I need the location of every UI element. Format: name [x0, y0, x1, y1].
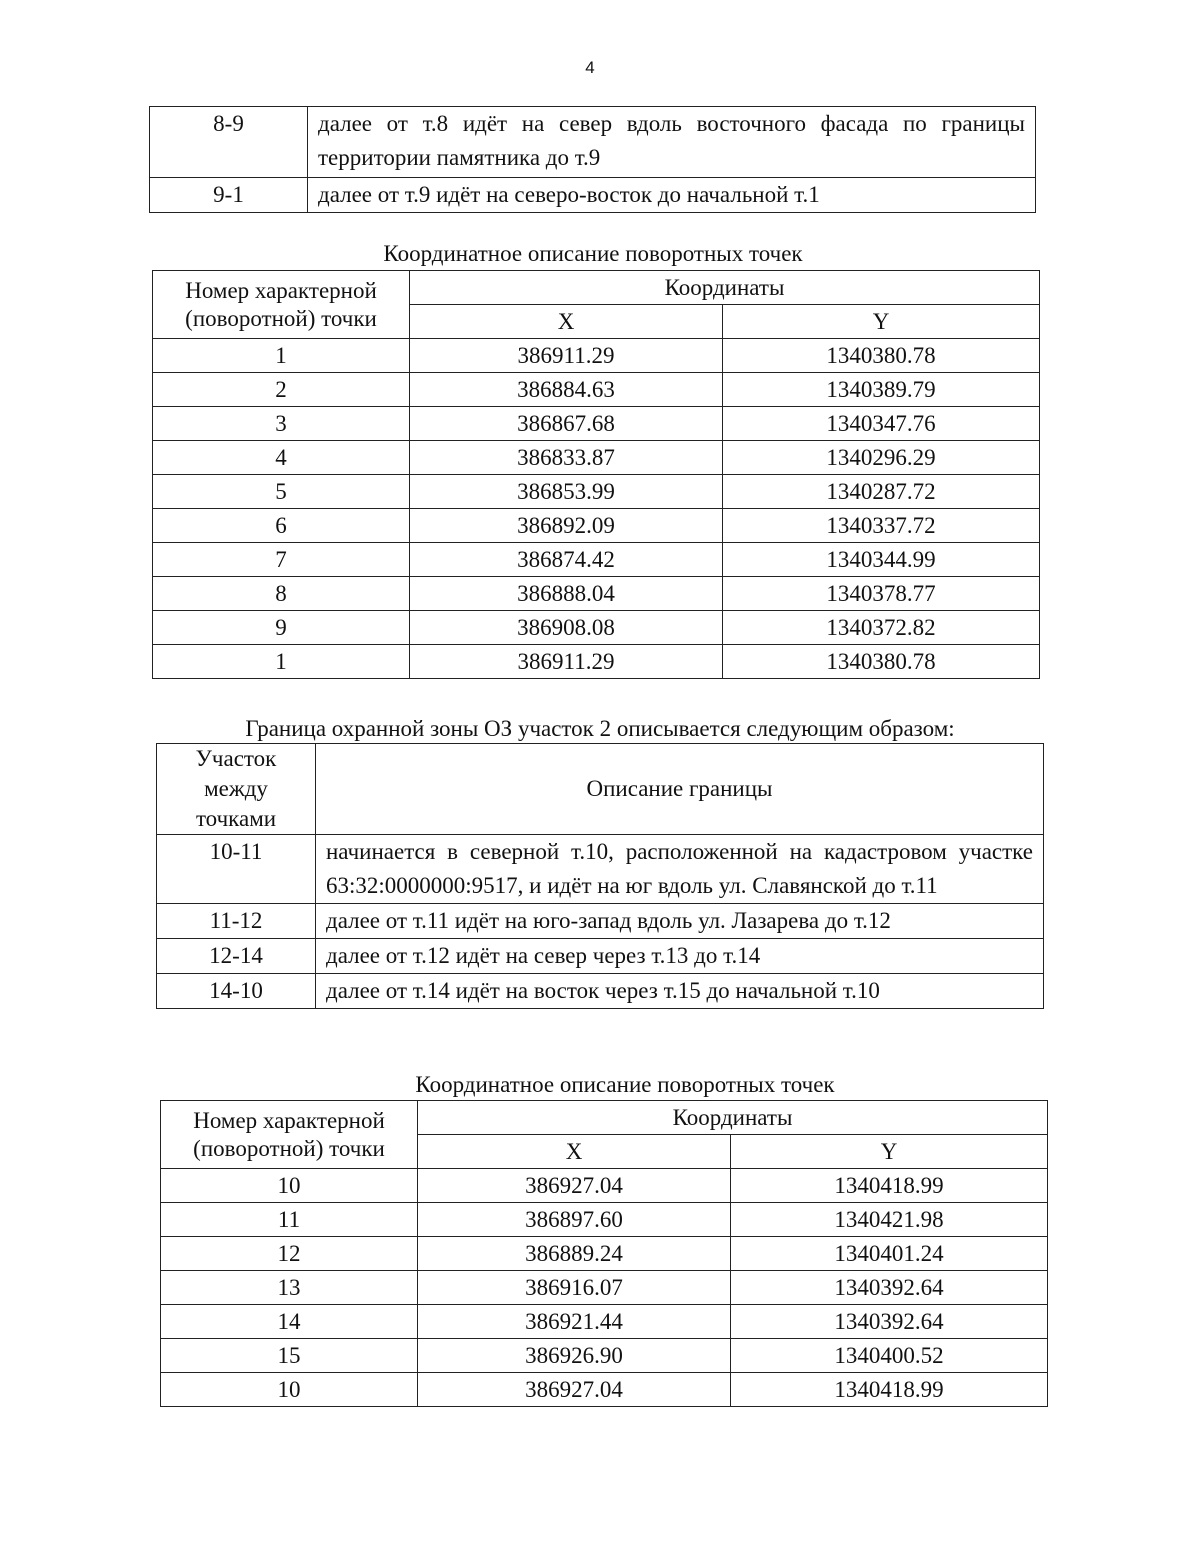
y-coordinate-cell: 1340389.79 — [723, 373, 1040, 407]
x-coordinate-cell: 386892.09 — [410, 509, 723, 543]
table-row — [153, 611, 1040, 645]
table-row — [161, 1373, 1048, 1407]
point-number-cell: 4 — [153, 441, 410, 475]
x-coordinate-cell: 386853.99 — [410, 475, 723, 509]
point-number-cell: 10 — [161, 1373, 418, 1407]
point-number-cell: 9 — [153, 611, 410, 645]
section2-heading: Граница охранной зоны ОЗ участок 2 описывается следующим образом: — [245, 716, 955, 741]
table-row — [157, 835, 1044, 904]
table-row — [153, 373, 1040, 407]
y-coordinate-cell: 1340380.78 — [723, 645, 1040, 679]
description-cell: далее от т.9 идёт на северо-восток до начальной т.1 — [308, 178, 1036, 213]
table-row — [161, 1339, 1048, 1373]
description-cell: далее от т.14 идёт на восток через т.15 до начальной т.10 — [316, 974, 1044, 1009]
y-coordinate-cell: 1340378.77 — [723, 577, 1040, 611]
point-number-cell: 13 — [161, 1271, 418, 1305]
point-number-cell: 1 — [153, 645, 410, 679]
x-coordinate-cell: 386884.63 — [410, 373, 723, 407]
point-number-cell: 12 — [161, 1237, 418, 1271]
y-header: Y — [723, 305, 1040, 339]
segment-cell: 9-1 — [150, 178, 308, 213]
table-row — [153, 475, 1040, 509]
point-number-cell: 5 — [153, 475, 410, 509]
x-header: X — [418, 1135, 731, 1169]
x-coordinate-cell: 386911.29 — [410, 645, 723, 679]
y-coordinate-cell: 1340287.72 — [723, 475, 1040, 509]
x-coordinate-cell: 386926.90 — [418, 1339, 731, 1373]
y-coordinate-cell: 1340401.24 — [731, 1237, 1048, 1271]
coordinates-header: Координаты — [418, 1101, 1048, 1135]
segment-cell: 11-12 — [157, 904, 316, 939]
boundary-table-2 — [156, 743, 1044, 1009]
y-coordinate-cell: 1340344.99 — [723, 543, 1040, 577]
y-coordinate-cell: 1340372.82 — [723, 611, 1040, 645]
y-coordinate-cell: 1340400.52 — [731, 1339, 1048, 1373]
coordinates-table-1 — [152, 270, 1040, 679]
y-coordinate-cell: 1340380.78 — [723, 339, 1040, 373]
table-row — [161, 1271, 1048, 1305]
y-coordinate-cell: 1340347.76 — [723, 407, 1040, 441]
table-row — [161, 1203, 1048, 1237]
point-number-cell: 11 — [161, 1203, 418, 1237]
table-row — [153, 645, 1040, 679]
x-coordinate-cell: 386927.04 — [418, 1169, 731, 1203]
segment-cell: 8-9 — [150, 107, 308, 178]
table-row — [153, 509, 1040, 543]
table-row — [153, 577, 1040, 611]
table-row — [157, 974, 1044, 1009]
table-row — [157, 904, 1044, 939]
y-coordinate-cell: 1340418.99 — [731, 1373, 1048, 1407]
point-number-cell: 10 — [161, 1169, 418, 1203]
table-row — [161, 1305, 1048, 1339]
description-cell: начинается в северной т.10, расположенной на кадастровом участке 63:32:0000000:9517, и идёт на юг вдоль ул. Славянской до т.11 — [316, 835, 1044, 904]
x-coordinate-cell: 386888.04 — [410, 577, 723, 611]
y-coordinate-cell: 1340296.29 — [723, 441, 1040, 475]
table-row — [161, 1169, 1048, 1203]
y-coordinate-cell: 1340418.99 — [731, 1169, 1048, 1203]
y-coordinate-cell: 1340337.72 — [723, 509, 1040, 543]
point-number-header: Номер характерной (поворотной) точки — [161, 1101, 418, 1169]
table-row — [157, 939, 1044, 974]
segment-cell: 12-14 — [157, 939, 316, 974]
page-number: 4 — [585, 58, 595, 77]
table-row — [153, 407, 1040, 441]
table-row — [153, 543, 1040, 577]
x-coordinate-cell: 386927.04 — [418, 1373, 731, 1407]
x-coordinate-cell: 386897.60 — [418, 1203, 731, 1237]
coordinates-table-2 — [160, 1100, 1048, 1407]
point-number-cell: 15 — [161, 1339, 418, 1373]
x-coordinate-cell: 386867.68 — [410, 407, 723, 441]
x-coordinate-cell: 386874.42 — [410, 543, 723, 577]
description-cell: далее от т.8 идёт на север вдоль восточного фасада по границы территории памятника до т.9 — [308, 107, 1036, 178]
coords-caption-1: Координатное описание поворотных точек — [383, 241, 803, 266]
x-coordinate-cell: 386908.08 — [410, 611, 723, 645]
coords-caption-2: Координатное описание поворотных точек — [415, 1072, 835, 1097]
y-coordinate-cell: 1340421.98 — [731, 1203, 1048, 1237]
description-header: Описание границы — [316, 744, 1044, 835]
point-number-cell: 2 — [153, 373, 410, 407]
x-coordinate-cell: 386916.07 — [418, 1271, 731, 1305]
x-coordinate-cell: 386911.29 — [410, 339, 723, 373]
table-row — [153, 339, 1040, 373]
x-coordinate-cell: 386889.24 — [418, 1237, 731, 1271]
description-cell: далее от т.12 идёт на север через т.13 до т.14 — [316, 939, 1044, 974]
segment-header: Участок между точками — [157, 744, 316, 835]
point-number-cell: 14 — [161, 1305, 418, 1339]
y-coordinate-cell: 1340392.64 — [731, 1271, 1048, 1305]
boundary-table-1 — [149, 106, 1036, 213]
segment-cell: 14-10 — [157, 974, 316, 1009]
table-row — [150, 178, 1036, 213]
segment-cell: 10-11 — [157, 835, 316, 904]
y-header: Y — [731, 1135, 1048, 1169]
point-number-cell: 6 — [153, 509, 410, 543]
table-row — [161, 1237, 1048, 1271]
point-number-cell: 1 — [153, 339, 410, 373]
x-coordinate-cell: 386833.87 — [410, 441, 723, 475]
description-cell: далее от т.11 идёт на юго-запад вдоль ул. Лазарева до т.12 — [316, 904, 1044, 939]
y-coordinate-cell: 1340392.64 — [731, 1305, 1048, 1339]
x-coordinate-cell: 386921.44 — [418, 1305, 731, 1339]
coordinates-header: Координаты — [410, 271, 1040, 305]
table-row — [150, 107, 1036, 178]
point-number-cell: 3 — [153, 407, 410, 441]
x-header: X — [410, 305, 723, 339]
point-number-cell: 8 — [153, 577, 410, 611]
table-row — [153, 441, 1040, 475]
point-number-cell: 7 — [153, 543, 410, 577]
point-number-header: Номер характерной (поворотной) точки — [153, 271, 410, 339]
